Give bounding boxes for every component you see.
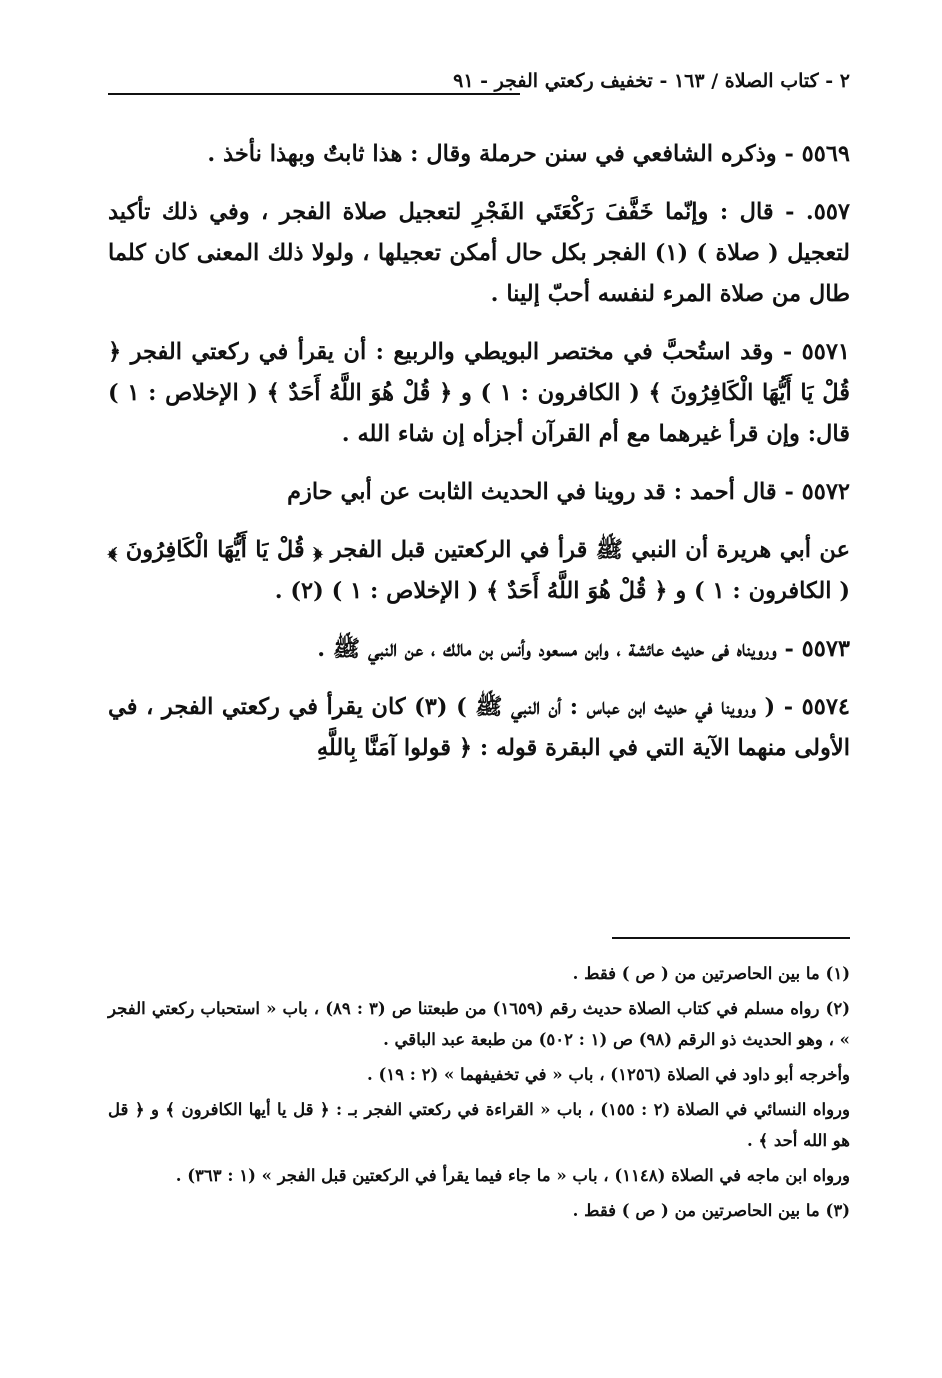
- footnote-1: (١) ما بين الحاصرتين من ( ص ) فقط .: [572, 964, 850, 983]
- main-text: [108, 134, 850, 769]
- paragraph-5574: ٥٥٧٤ - ( وروينا في حديث ابن عباس : أن النبي ﷺ ) (٣) كان يقرأ في ركعتي الفجر ، في الأولى منهما الآية التي في البقرة قوله : ﴿ قولوا آمَنَّا بِاللَّهِ: [108, 694, 850, 761]
- footnote-2-abu-dawud: وأخرجه أبو داود في الصلاة (١٢٥٦) ، باب « في تخفيفهما » (٢ : ١٩) .: [366, 1065, 850, 1084]
- footnote-separator: [612, 937, 850, 939]
- paragraph-5570: ٥٥٧. - قال : وإنّما خَفَّفَ رَكْعَتَي الفَجْرِ لتعجيل صلاة الفجر ، وفي ذلك تأكيد لتعجيل ( صلاة ) (١) الفجر بكل حال أمكن تعجيلها ، ولولا ذلك المعنى كان كلما طال من صلاة المرء لنفسه أحبّ إلينا .: [108, 199, 850, 307]
- footnote-2: (٢) رواه مسلم في كتاب الصلاة حديث رقم (١٦٥٩) من طبعتنا ص (٣ : ٨٩) ، باب « استحباب ركعتي الفجر » ، وهو الحديث ذو الرقم (٩٨) ص (١ : ٥٠٢) من طبعة عبد الباقي .: [108, 999, 850, 1049]
- paragraph-5569: ٥٥٦٩ - وذكره الشافعي في سنن حرملة وقال : هذا ثابتٌ وبهذا نأخذ .: [207, 141, 850, 167]
- footnote-3: (٣) ما بين الحاصرتين من ( ص ) فقط .: [572, 1201, 850, 1220]
- paragraph-5572-continued: عن أبي هريرة أن النبي ﷺ قرأ في الركعتين قبل الفجر ﴿ قُلْ يَا أَيُّهَا الْكَافِرُونَ ﴾ ( الكافرون : ١ ) و ﴿ قُلْ هُوَ اللَّهُ أَحَدٌ ﴾ ( الإخلاص : ١ ) (٢) .: [108, 537, 850, 604]
- paragraph-5571: ٥٥٧١ - وقد استُحبَّ في مختصر البويطي والربيع : أن يقرأ في ركعتي الفجر ﴿ قُلْ يَا أَيُّهَا الْكَافِرُونَ ﴾ ( الكافرون : ١ ) و ﴿ قُلْ هُوَ اللَّهُ أَحَدٌ ﴾ ( الإخلاص : ١ ) قال: وإن قرأ غيرهما مع أم القرآن أجزأه إن شاء الله .: [108, 339, 850, 447]
- running-title: ٢ - كتاب الصلاة / ١٦٣ - تخفيف ركعتي الفجر - ٩١: [453, 70, 850, 92]
- footnote-2-nasai: ورواه النسائي في الصلاة (٢ : ١٥٥) ، باب « القراءة في ركعتي الفجر بـ : ﴿ قل يا أيها الكافرون ﴾ و ﴿ قل هو الله أحد ﴾ .: [108, 1100, 850, 1150]
- header-rule: [108, 93, 520, 95]
- paragraph-5573: ٥٥٧٣ - ورويناه فى حديث عائشة ، وابن مسعود وأنس بن مالك ، عن النبي ﷺ .: [317, 636, 850, 662]
- footnotes: [108, 958, 850, 1230]
- footnote-2-ibn-majah: ورواه ابن ماجه في الصلاة (١١٤٨) ، باب « ما جاء فيما يقرأ في الركعتين قبل الفجر » (١ : ٣٦٣) .: [175, 1166, 850, 1185]
- paragraph-5572: ٥٥٧٢ - قال أحمد : قد روينا في الحديث الثابت عن أبي حازم: [287, 479, 850, 505]
- page-header: [108, 68, 850, 108]
